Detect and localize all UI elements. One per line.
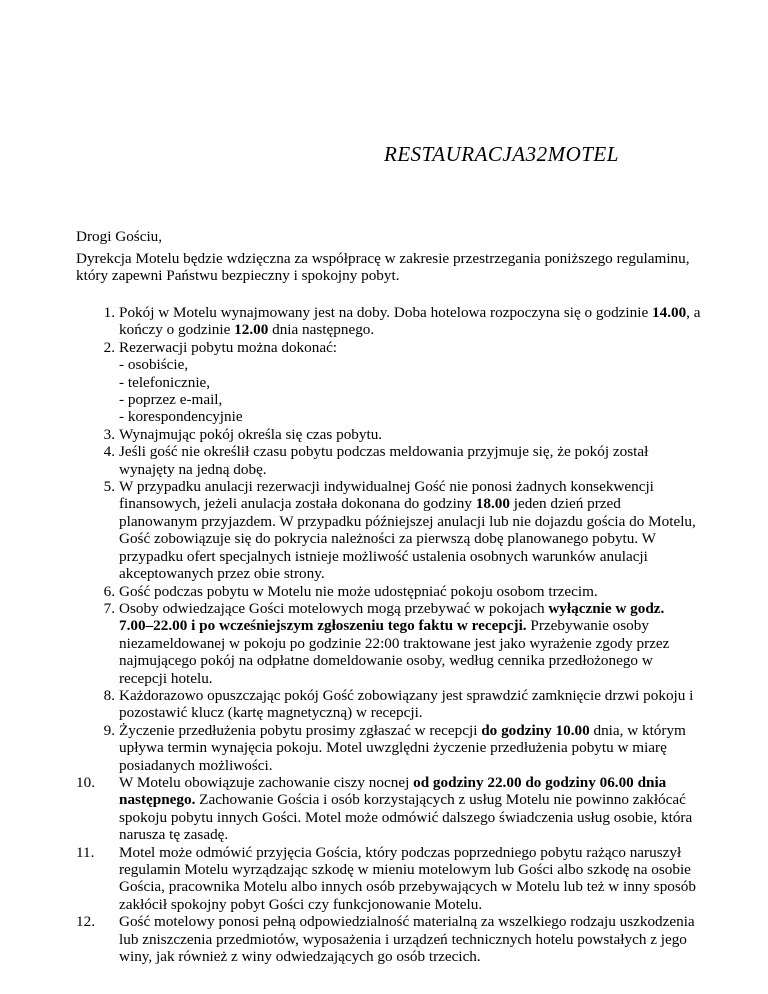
rule-text-part: Pokój w Motelu wynajmowany jest na doby. Doba hotelowa rozpoczyna się o godzinie [119,304,652,321]
rule-number: 1. [103,304,115,321]
rule-number: 9. [103,721,115,739]
rules-list [76,304,702,965]
rule-text-part: W przypadku anulacji rezerwacji indywidualnej Gość nie ponosi żadnych konsekwencji finansowych, jeżeli anulacja została dokonana do godziny [119,478,654,513]
rule-text [119,478,696,582]
rule-text [119,426,382,443]
rule-sub-item: - telefonicznie, [119,373,211,391]
rule-text-bold: 18.00 [475,495,510,513]
rule-item [76,426,702,443]
rule-number: 12. [76,913,95,931]
rule-number: 11. [76,843,95,861]
rule-item [76,583,702,600]
rule-text [119,339,337,356]
rule-text-part: Osoby odwiedzające Gości motelowych mogą przebywać w pokojach [119,599,549,617]
rule-text-bold: 14.00 [652,304,687,321]
rule-item [76,600,702,687]
rule-item [76,687,702,722]
rule-text-part: Życzenie przedłużenia pobytu prosimy zgłaszać w recepcji [119,721,482,739]
rule-text [119,443,648,477]
rule-text [119,844,696,913]
rule-text-part: Zachowanie Gościa i osób korzystających z usług Motelu nie powinno zakłócać spokoju pobytu innych Gości. Motel może odmówić dalszego świadczenia usług osobie, która narusza tę zasadę. [119,791,693,844]
rule-number: 8. [103,686,115,704]
rule-text-part: , a kończy o godzinie [119,304,701,339]
rule-text-part: Motel może odmówić przyjęcia Gościa, który podczas poprzedniego pobytu rażąco naruszył regulamin Motelu wyrządzając szkodę w mieniu motelowym lub Gości albo szkodę na osobie Gościa, pracownika Motelu albo innych osób przebywających w Motelu lub też w inny sposób zakłócił spokojny pobyt Gości czy funkcjonowanie Motelu. [119,843,696,913]
rule-item [76,722,702,774]
greeting: Drogi Gościu, [76,228,163,245]
rule-text-part: Rezerwacji pobytu można dokonać: [119,338,338,356]
rule-text-part: Każdorazowo opuszczając pokój Gość zobowiązany jest sprawdzić zamknięcie drzwi pokoju i pozostawić klucz (kartę magnetyczną) w recepcji. [119,686,694,722]
rule-text-part: dnia, w którym upływa termin wynajęcia pokoju. Motel uwzględni życzenie przedłużenia pobytu w miarę posiadanych możliwości. [119,721,686,774]
rule-sub-item: - osobiście, [119,356,189,374]
rule-item [76,774,702,844]
rule-text-bold: wyłącznie w godz. 7.00–22.00 i po wcześniejszym zgłoszeniu tego faktu w recepcji. [119,599,665,635]
rule-item [76,443,702,478]
rule-number: 10. [76,773,95,791]
rule-text [119,913,695,965]
rule-text-part: Gość motelowy ponosi pełną odpowiedzialność materialną za wszelkiego rodzaju uszkodzenia lub zniszczenia przedmiotów, wyposażenia i urządzeń technicznych hotelu powstałych z jego winy, jak również z winy odwiedzających go osób trzecich. [119,913,695,966]
rule-text-part: dnia następnego. [268,321,375,339]
rule-text-part: Gość podczas pobytu w Motelu nie może udostępniać pokoju osobom trzecim. [119,582,598,600]
rule-number: 4. [103,443,115,461]
rule-item [76,913,702,965]
rule-text-part: Przebywanie osoby niezameldowanej w pokoju po godzinie 22:00 traktowane jest jako wyrażenie zgody przez najmującego pokój na odpłatne domeldowanie osoby, według cennika przedłożonego w recepcji hotelu. [119,617,670,687]
rule-text-bold: od godziny 22.00 do godziny 06.00 dnia następnego. [119,773,667,809]
rule-text [119,774,692,843]
rule-item [76,478,702,582]
rule-text-bold: do godziny 10.00 [481,721,590,739]
rule-text [119,583,598,600]
rule-text [119,600,669,687]
rule-text [119,304,701,338]
rule-number: 6. [103,582,115,600]
rule-sub-item: - korespondencyjnie [119,408,243,426]
rule-number: 7. [103,599,115,617]
intro-paragraph: Dyrekcja Motelu będzie wdzięczna za współpracę w zakresie przestrzegania poniższego regulaminu, który zapewni Państwu bezpieczny i spokojny pobyt. [76,250,690,285]
rule-text [119,722,686,774]
rule-item [76,844,702,914]
rule-text-bold: 12.00 [234,321,269,339]
rule-number: 5. [103,478,115,496]
rule-number: 3. [103,425,115,443]
rule-text-part: jeden dzień przed planowanym przyjazdem. W przypadku późniejszej anulacji lub nie dojazdu gościa do Motelu, Gość zobowiązuje się do pokrycia należności za pierwszą dobę planowanego pobytu. W przypadku ofert specjalnych istnieje możliwość ustalenia osobnych warunków anulacji akceptowanych przez obie strony. [119,495,696,583]
rule-item [76,339,702,426]
page-title: RESTAURACJA32MOTEL [384,142,619,166]
rule-text-part: Wynajmując pokój określa się czas pobytu. [119,425,383,443]
rule-number: 2. [103,338,115,356]
rule-text-part: Jeśli gość nie określił czasu pobytu podczas meldowania przyjmuje się, że pokój został wynajęty na jedną dobę. [119,443,649,478]
rule-text [119,687,693,721]
rule-text-part: W Motelu obowiązuje zachowanie ciszy nocnej [119,773,414,791]
rule-sub-item: - poprzez e-mail, [119,391,223,409]
rule-item [76,304,702,339]
